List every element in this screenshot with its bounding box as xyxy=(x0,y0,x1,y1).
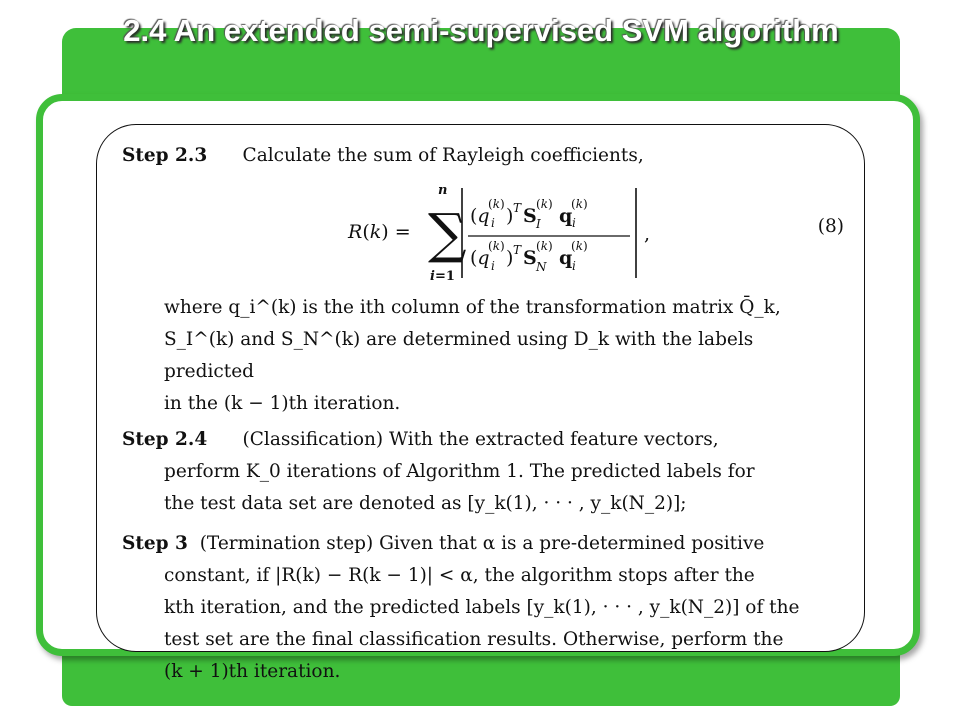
svg-text:R(k) =: R(k) = xyxy=(348,221,411,243)
svg-text:i: i xyxy=(572,216,576,230)
step-3-line: (k + 1)th iteration. xyxy=(164,661,341,682)
svg-text:T: T xyxy=(513,243,522,257)
svg-text:): ) xyxy=(506,247,514,269)
slide-title: 2.4 An extended semi-supervised SVM algorithm xyxy=(123,13,839,48)
algorithm-content xyxy=(122,140,844,688)
step-3-line: kth iteration, and the predicted labels [y_k(1), · · · , y_k(N_2)] of the xyxy=(164,597,800,618)
svg-text:T: T xyxy=(513,201,522,215)
step-2-3 xyxy=(122,140,844,172)
svg-text:S: S xyxy=(523,205,537,227)
step-3 xyxy=(122,528,844,560)
svg-text:(k): (k) xyxy=(571,239,588,253)
step-line: (Termination step) Given that α is a pre-determined positive xyxy=(199,533,765,554)
step-label: Step 2.4 xyxy=(122,429,208,450)
svg-text:i: i xyxy=(572,259,576,273)
svg-text:n: n xyxy=(438,183,448,198)
equation-number: (8) xyxy=(817,216,844,237)
step-label: Step 3 xyxy=(122,533,188,554)
step-text: Calculate the sum of Rayleigh coefficients, xyxy=(242,145,644,166)
svg-text:S: S xyxy=(523,247,537,269)
step-2-4 xyxy=(122,424,844,456)
svg-text:∑: ∑ xyxy=(428,202,467,265)
svg-text:(k): (k) xyxy=(488,239,505,253)
step-line: (Classification) With the extracted feature vectors, xyxy=(242,429,719,450)
svg-text:(q: (q xyxy=(470,247,490,269)
equation-8 xyxy=(122,174,844,286)
rayleigh-equation xyxy=(122,174,844,286)
step-2-4-line: perform K_0 iterations of Algorithm 1. The predicted labels for xyxy=(164,461,755,482)
svg-text:(k): (k) xyxy=(488,197,505,211)
svg-text:N: N xyxy=(536,260,547,274)
svg-text:q: q xyxy=(559,205,573,227)
step-2-3-line: where q_i^(k) is the ith column of the transformation matrix Q̄_k, xyxy=(164,297,781,318)
svg-text:(k): (k) xyxy=(536,197,553,211)
svg-text:(k): (k) xyxy=(571,197,588,211)
svg-text:i: i xyxy=(491,259,495,273)
svg-text:,: , xyxy=(644,223,651,245)
svg-text:): ) xyxy=(506,205,514,227)
svg-text:I: I xyxy=(536,217,541,231)
svg-text:(q: (q xyxy=(470,205,490,227)
step-3-line: test set are the final classification results. Otherwise, perform the xyxy=(164,629,784,650)
svg-text:q: q xyxy=(559,247,573,269)
step-2-4-line: the test data set are denoted as [y_k(1), · · · , y_k(N_2)]; xyxy=(164,493,687,514)
step-2-3-line: S_I^(k) and S_N^(k) are determined using D_k with the labels predicted xyxy=(164,329,754,382)
svg-text:(k): (k) xyxy=(536,239,553,253)
svg-text:i: i xyxy=(491,216,495,230)
svg-text:i=1: i=1 xyxy=(430,269,455,284)
step-3-line: constant, if |R(k) − R(k − 1)| < α, the algorithm stops after the xyxy=(164,565,755,586)
step-label: Step 2.3 xyxy=(122,145,208,166)
step-2-3-line: in the (k − 1)th iteration. xyxy=(164,393,401,414)
